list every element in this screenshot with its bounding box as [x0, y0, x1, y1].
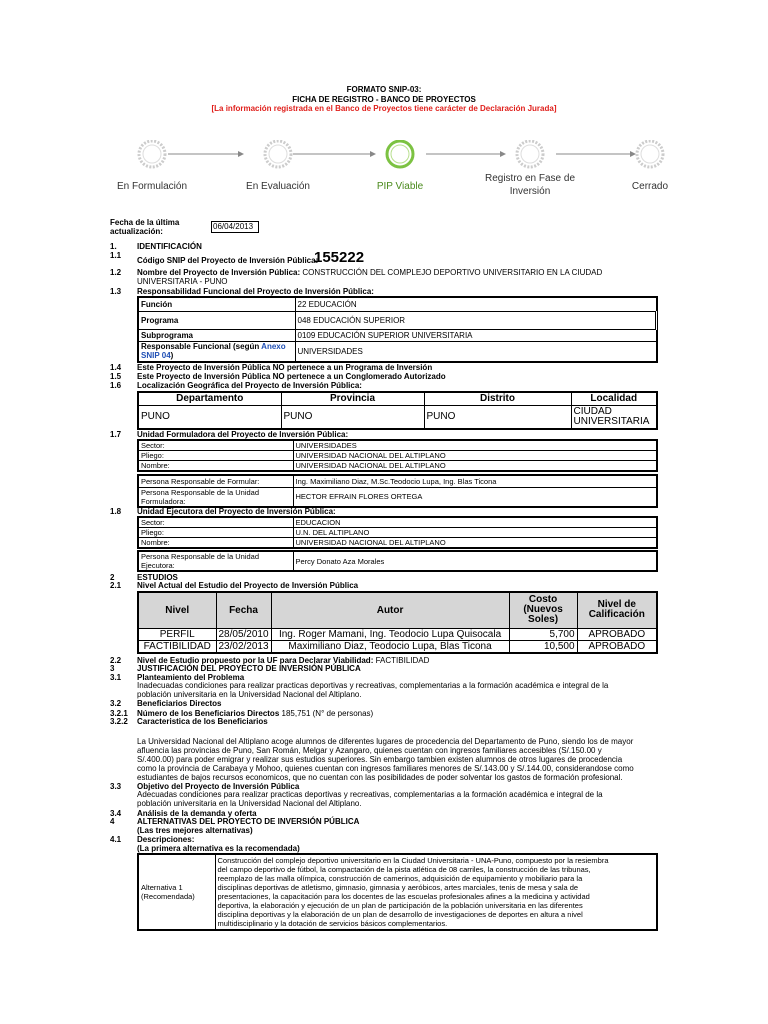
fecha-value: 06/04/2013 [211, 221, 259, 233]
s1-7-title: Unidad Formuladora del Proyecto de Inversión Pública: [137, 430, 349, 439]
s2-1-title: Nivel Actual del Estudio del Proyecto de Inversión Pública [137, 581, 359, 590]
arrow-1-icon [238, 151, 244, 157]
s1-1-num: 1.1 [110, 251, 122, 260]
s4-num: 4 [110, 817, 115, 826]
s3-num: 3 [110, 664, 115, 673]
s3-3-title: Objetivo del Proyecto de Inversión Pública [137, 782, 300, 791]
alternativas-table [137, 853, 658, 931]
snip-code-label: Código SNIP del Proyecto de Inversión Pública: [137, 256, 319, 265]
s1-4-text: Este Proyecto de Inversión Pública NO pertenece a un Programa de Inversión [137, 363, 433, 372]
s1-8-title: Unidad Ejecutora del Proyecto de Inversión Pública: [137, 507, 336, 516]
process-track [0, 140, 768, 180]
snip-code-value: 155222 [314, 249, 365, 266]
s1-5-text: Este Proyecto de Inversión Pública NO pertenece a un Conglomerado Autorizado [137, 372, 446, 381]
s4-1-num: 4.1 [110, 835, 122, 844]
step-label-formulacion: En Formulación [116, 181, 188, 192]
step-circle-registro-icon [517, 141, 543, 167]
beneficiarios-text: La Universidad Nacional del Altiplano acoge alumnos de diferentes lugares de procedencia del Departamento de Puno, siendo los de mayor afluencia las provincias de Puno, San Román, Melgar y Azangaro, quienes cuentan con ingresos familiares accesibles (S/.150.00 y S/.400.00) para poder emigrar y realizar sus estudios superiores. Sin embargo tambien existen alumnos de otros lugares de procedencia como la provincia de Carabaya y Mohoo, quienes cuentan con ingresos familiares menores de S/.143.00 y S/.144.00, considerandose como estudiantes de bajos recursos economicos, que no cuentan con las posibilidades de poder solventar los gastos de formación profesional. [137, 737, 634, 782]
s3-1-num: 3.1 [110, 673, 122, 682]
s4-1-title: Descripciones: [137, 835, 195, 844]
unidad-ejecutora-resp-table: Persona Responsable de la Unidad Ejecutora: Percy Donato Aza Morales [137, 550, 658, 572]
s3-4-num: 3.4 [110, 809, 122, 818]
s4-title: ALTERNATIVAS DEL PROYECTO DE INVERSIÓN PÚBLICA [137, 817, 360, 826]
s3-3-text: Adecuadas condiciones para realizar practicas deportivas y recreativas, complementarias a la formación académica e integral de la población universitaria en la Universidad Nacional del Altiplano. [137, 790, 603, 808]
step-circle-formulacion-icon [139, 141, 165, 167]
s3-2-title: Beneficiarios Directos [137, 699, 222, 708]
s3-4-title: Análisis de la demanda y oferta [137, 809, 257, 818]
form-disclaimer: [La información registrada en el Banco de Proyectos tiene carácter de Declaración Jurada] [211, 104, 557, 113]
unidad-ejecutora-table: Sector: EDUCACION Pliego: U.N. DEL ALTIPLANO Nombre: UNIVERSIDAD NACIONAL DEL ALTIPLANO [137, 516, 658, 549]
arrow-3-icon [500, 151, 506, 157]
step-circle-cerrado-icon [637, 141, 663, 167]
s1-5-num: 1.5 [110, 372, 122, 381]
s2-2-num: 2.2 [110, 656, 122, 665]
s1-6-num: 1.6 [110, 381, 122, 390]
step-circle-evaluacion-icon [265, 141, 291, 167]
alt1-description: Construcción del complejo deportivo universitario en la Ciudad Universitaria - UNA-Puno, compuesto por la resiembra del campo deportivo de fútbol, la compactación de la pista atlética de 08 carriles, la construcción de las tribunas, reemplazo de las malla olímpica, construcción de camerinos, adquisición de equipamiento y mobiliario para la disciplinas deportivas de atletismo, gimnasio, gimnasia y aeróbicos, artes marciales, tenis de mesa y sala de presentaciones, la capacitación para los docentes de las escuelas profesionales afines a la medicina y actividad deportiva, la elaboración y ejecución de un plan de participación de la población universitaria en las diferentes disciplina deportivas y la elaboración de un plan de desarrollo de investigaciones de deportes en altura a nivel multidisciplinario y la dotación de servicios básicos complementarios. [215, 854, 657, 930]
s1-8-num: 1.8 [110, 507, 122, 516]
table-row: PERFIL 28/05/2010 Ing. Roger Mamani, Ing. Teodocio Lupa Quisocala 5,700 APROBADO [138, 628, 657, 640]
s2-num: 2 [110, 573, 115, 582]
unidad-formuladora-resp-table: Persona Responsable de Formular: Ing. Maximiliano Diaz, M.Sc.Teodocio Lupa, Ing. Blas Ticona Persona Responsable de la Unidad Formuladora: HECTOR EFRAIN FLORES ORTEGA [137, 474, 658, 508]
s1-3-title: Responsabilidad Funcional del Proyecto de Inversión Pública: [137, 287, 374, 296]
alt1-label: Alternativa 1 (Recomendada) [138, 854, 215, 930]
s3-2-1-text: Número de los Beneficiarios Directos 185,751 (N° de personas) [137, 709, 374, 718]
arrow-4-icon [630, 151, 636, 157]
s2-1-num: 2.1 [110, 581, 122, 590]
s2-title: ESTUDIOS [137, 573, 178, 582]
step-circle-pip-viable-icon [387, 141, 413, 167]
process-status-diagram [0, 140, 768, 210]
s4-1-sub: (La primera alternativa es la recomendada) [137, 844, 300, 853]
unidad-formuladora-table: Sector: UNIVERSIDADES Pliego: UNIVERSIDAD NACIONAL DEL ALTIPLANO Nombre: UNIVERSIDAD NACIONAL DEL ALTIPLANO [137, 439, 658, 472]
s3-2-2-num: 3.2.2 [110, 717, 128, 726]
step-label-pip-viable: PIP Viable [376, 181, 424, 192]
s1-num: 1. [110, 242, 117, 251]
s1-3-num: 1.3 [110, 287, 122, 296]
s1-6-title: Localización Geográfica del Proyecto de Inversión Pública: [137, 381, 362, 390]
s2-2-text: Nivel de Estudio propuesto por la UF para Declarar Viabilidad: FACTIBILIDAD [137, 656, 430, 665]
responsabilidad-table: Función 22 EDUCACIÓN Programa 048 EDUCACIÓN SUPERIOR Subprograma 0109 EDUCACIÓN SUPERIOR UNIVERSITARIA Responsable Funcional (según Anexo SNIP 04) UNIVERSIDADES [137, 296, 658, 363]
s3-2-1-num: 3.2.1 [110, 709, 128, 718]
s3-1-text: Inadecuadas condiciones para realizar practicas deportivas y recreativas, complementarias a la formación académica e integral de la población universitaria en la Universidad Nacional del Altiplano. [137, 681, 609, 699]
step-label-evaluacion: En Evaluación [246, 181, 310, 192]
arrow-2-icon [370, 151, 376, 157]
project-name: Nombre del Proyecto de Inversión Pública: CONSTRUCCIÓN DEL COMPLEJO DEPORTIVO UNIVERSITARIO EN LA CIUDAD UNIVERSITARIA - PUNO [137, 268, 603, 286]
form-code: FORMATO SNIP-03: [346, 85, 422, 94]
s4-sub: (Las tres mejores alternativas) [137, 826, 253, 835]
s1-4-num: 1.4 [110, 363, 122, 372]
form-title: FICHA DE REGISTRO - BANCO DE PROYECTOS [292, 95, 476, 104]
s3-3-num: 3.3 [110, 782, 122, 791]
s3-2-num: 3.2 [110, 699, 122, 708]
localizacion-table: Departamento Provincia Distrito Localidad PUNO PUNO PUNO CIUDAD UNIVERSITARIA [137, 391, 658, 430]
step-label-registro: Registro en Fase de Inversión [484, 173, 576, 197]
table-row: FACTIBILIDAD 23/02/2013 Maximiliano Diaz, Teodocio Lupa, Blas Ticona 10,500 APROBADO [138, 640, 657, 653]
s3-title: JUSTIFICACIÓN DEL PROYECTO DE INVERSIÓN PÚBLICA [137, 664, 361, 673]
s3-2-2-title: Caracteristica de los Beneficiarios [137, 717, 268, 726]
s1-title: IDENTIFICACIÓN [137, 242, 202, 251]
s1-7-num: 1.7 [110, 430, 122, 439]
s3-1-title: Planteamiento del Problema [137, 673, 245, 682]
estudios-table: Nivel Fecha Autor Costo (Nuevos Soles) Nivel de Calificación PERFIL 28/05/2010 Ing. Roger Mamani, Ing. Teodocio Lupa Quisocala 5,700 APROBADO FACTIBILIDAD 23/02/2013 Maximiliano Diaz, Teodocio Lupa, Blas Ticona 10,500 APROBADO [137, 591, 658, 654]
s1-2-num: 1.2 [110, 268, 122, 277]
fecha-label: Fecha de la última actualización: [110, 218, 180, 236]
step-label-cerrado: Cerrado [631, 181, 669, 192]
